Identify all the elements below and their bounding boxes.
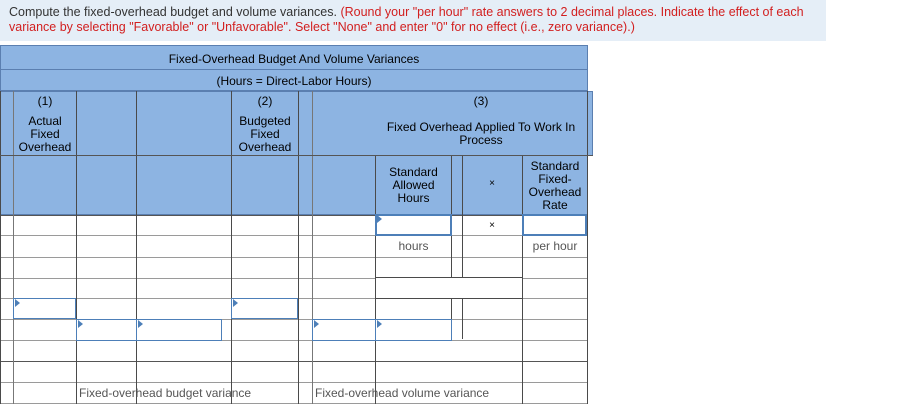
col2-label-1: Budgeted (239, 114, 291, 128)
actual-fixed-overhead-input[interactable] (13, 298, 76, 319)
times-symbol-header: × (489, 178, 495, 189)
col2-label-3: Overhead (238, 140, 292, 154)
row-divider (0, 155, 593, 156)
std-hours-label-1: Standard (389, 165, 438, 179)
col3-label-2: Process (459, 133, 503, 147)
input-flag-icon (15, 299, 20, 307)
std-rate-label-1: Standard (530, 159, 580, 173)
volume-variance-effect-select[interactable] (375, 319, 452, 341)
std-rate-label-2: Fixed- (538, 172, 572, 186)
col2-number: (2) (257, 94, 273, 108)
row-divider (0, 257, 588, 258)
col3-label-1: Fixed Overhead Applied To Work In (386, 120, 576, 134)
col-divider (312, 91, 313, 404)
per-hour-unit-label: per hour (532, 239, 578, 253)
table-title: Fixed-Overhead Budget And Volume Variances (168, 52, 420, 66)
budget-variance-effect-select[interactable] (136, 319, 222, 341)
volume-variance-label: Fixed-overhead volume variance (315, 386, 490, 400)
instructions (0, 0, 826, 41)
input-flag-icon (377, 215, 382, 223)
row-divider (0, 235, 588, 236)
instructions-note: (Round your "per hour" rate answers to 2 decimal places. Indicate the effect of each variance by selecting "Favorable" or "Unfavorable". Select "None" and enter "0" for no effect (i.e., zero variance).) (9, 5, 804, 34)
std-rate-label-4: Rate (542, 198, 568, 212)
table-subtitle: (Hours = Direct-Labor Hours) (216, 74, 372, 88)
col1-label-3: Overhead (18, 140, 72, 154)
table-title-band (0, 45, 588, 70)
col2-label-2: Fixed (250, 127, 280, 141)
hours-unit-label: hours (398, 239, 429, 253)
input-flag-icon (314, 320, 319, 328)
row-divider (0, 382, 588, 383)
col-divider (136, 91, 137, 404)
std-rate-input[interactable] (522, 214, 587, 236)
budgeted-fixed-overhead-input[interactable] (231, 298, 298, 319)
row-divider (0, 361, 588, 362)
std-hours-input[interactable] (375, 214, 452, 236)
input-flag-icon (233, 299, 238, 307)
col1-label-2: Fixed (30, 127, 60, 141)
row-divider (0, 403, 588, 404)
dropdown-flag-icon (138, 320, 143, 328)
row-divider (0, 215, 588, 216)
input-flag-icon (78, 320, 83, 328)
dropdown-flag-icon (377, 320, 382, 328)
applied-overhead-cell[interactable] (375, 277, 523, 299)
times-symbol-row: × (489, 220, 495, 231)
std-hours-label-3: Hours (397, 191, 430, 205)
std-rate-label-3: Overhead (528, 185, 582, 199)
col1-label-1: Actual (28, 114, 62, 128)
budget-variance-amount-input[interactable] (76, 319, 137, 341)
table-subtitle-band (0, 69, 588, 91)
col-divider (76, 91, 77, 404)
col1-number: (1) (37, 94, 53, 108)
instructions-lead: Compute the fixed-overhead budget and volume variances. (9, 5, 341, 19)
std-hours-label-2: Allowed (392, 178, 435, 192)
col-divider (0, 91, 1, 404)
volume-variance-amount-input[interactable] (312, 319, 376, 341)
col3-number: (3) (473, 94, 489, 108)
budget-variance-label: Fixed-overhead budget variance (79, 386, 252, 400)
col-divider (298, 91, 299, 404)
